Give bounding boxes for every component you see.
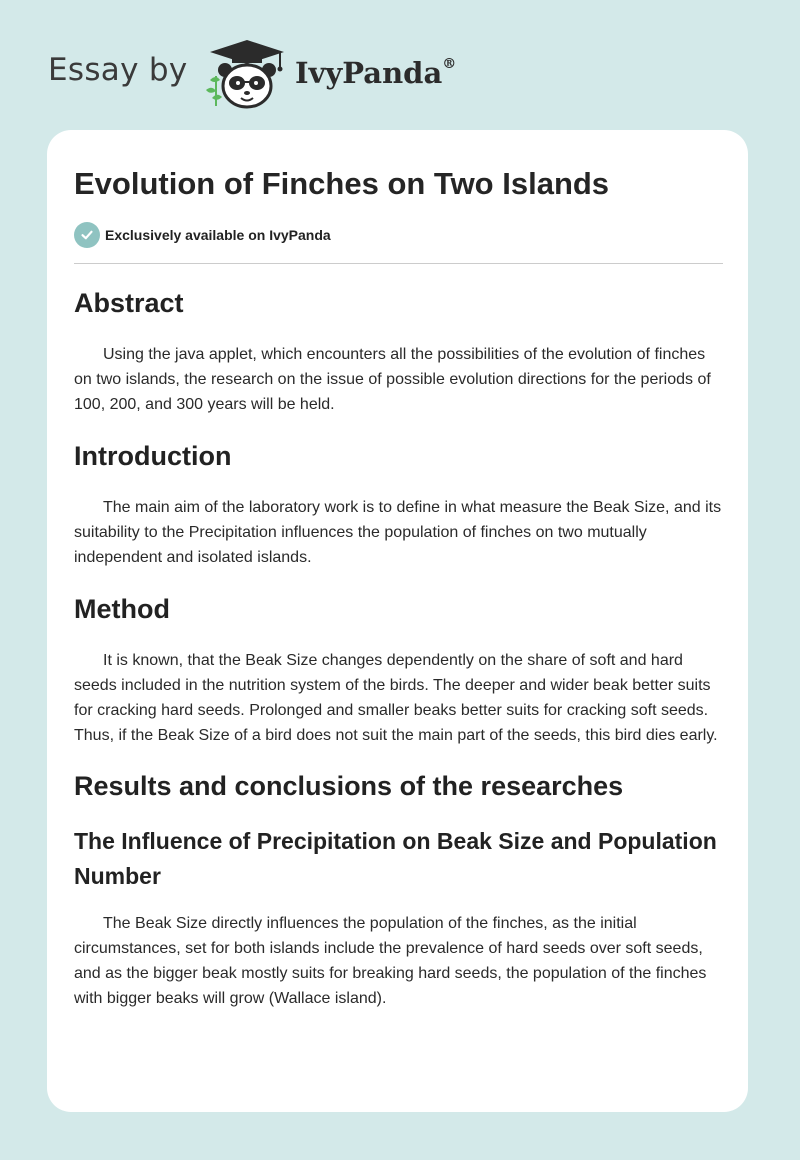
influence-heading: The Influence of Precipitation on Beak Size and Population Number <box>74 828 717 889</box>
results-heading: Results and conclusions of the researches <box>74 771 624 801</box>
page-title: Evolution of Finches on Two Islands <box>74 166 610 201</box>
brand-name[interactable] <box>295 56 456 90</box>
method-heading: Method <box>74 594 170 624</box>
check-icon <box>74 222 100 248</box>
registered-mark: ® <box>442 56 457 73</box>
method-text: It is known, that the Beak Size changes dependently on the share of soft and hard seeds included in the nutrition system of the birds. The deeper and wider beak better suits for cracking hard seeds. Prolonged and smaller beaks better suits for cracking soft seeds. Thus, if the Beak Size of a bird does not suit the main part of the seeds, this bird dies early. <box>74 652 718 744</box>
brand-name-text: IvyPanda <box>295 56 443 90</box>
site-header <box>48 30 548 110</box>
essay-card <box>47 130 748 1112</box>
abstract-text: Using the java applet, which encounters all the possibilities of the evolution of finches on two islands, the research on the issue of possible evolution directions for the periods of 100, 200, and 300 years will be held. <box>74 346 711 413</box>
influence-text: The Beak Size directly influences the population of the finches, as the initial circumstances, set for both islands include the prevalence of hard seeds over soft seeds, and as the bigger beak mostly suits for breaking hard seeds, the population of the finches with bigger beaks will grow (Wallace island). <box>74 915 707 1007</box>
panda-logo-icon[interactable] <box>202 36 292 110</box>
introduction-text: The main aim of the laboratory work is to define in what measure the Beak Size, and its suitability to the Precipitation influences the population of finches on two mutually independent and isolated islands. <box>74 499 722 566</box>
divider <box>74 263 723 264</box>
introduction-heading: Introduction <box>74 441 232 471</box>
badge-text: Exclusively available on IvyPanda <box>105 227 331 243</box>
abstract-heading: Abstract <box>74 288 184 318</box>
exclusive-badge <box>74 222 722 248</box>
essay-by-label: Essay by <box>48 52 188 88</box>
